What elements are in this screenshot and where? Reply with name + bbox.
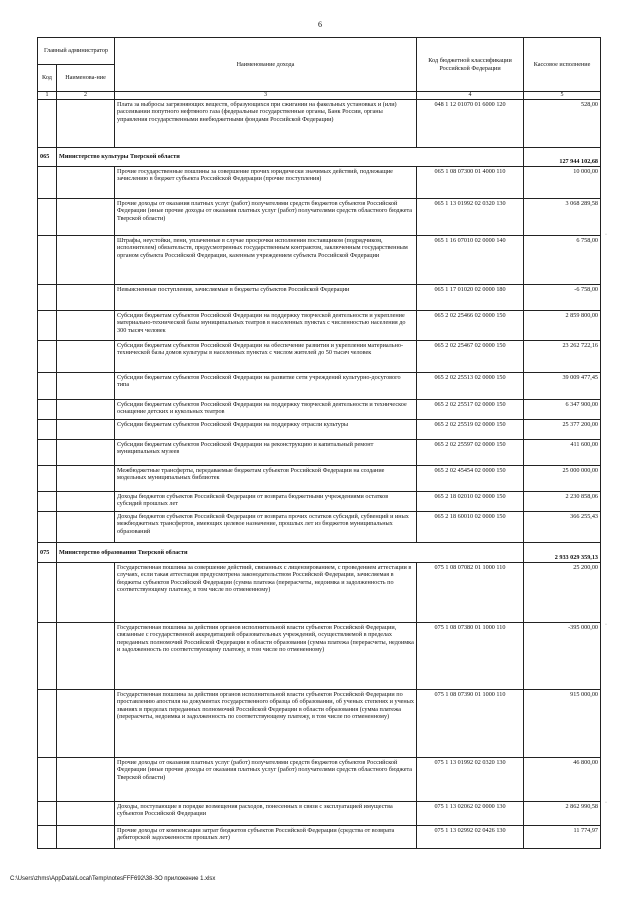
header-admin-group: Главный администратор: [38, 38, 115, 65]
margin-mark: ·: [605, 622, 607, 628]
table-row: [38, 758, 601, 802]
admin-name-cell: [57, 285, 115, 311]
income-name-cell: Невыясненные поступления, зачисляемые в бюджеты субъектов Российской Федерации: [115, 285, 417, 311]
header-budget-code: Код бюджетной классификации Российской Федерации: [417, 38, 524, 92]
header-income-name: Наименование дохода: [115, 38, 417, 92]
amount-cell: 6 758,00: [524, 236, 601, 285]
table-row: [38, 512, 601, 543]
admin-name-cell: [57, 167, 115, 199]
admin-name-cell: [57, 690, 115, 758]
budget-code-cell: 065 2 02 25519 02 0000 150: [417, 420, 524, 440]
table-row: [38, 199, 601, 236]
budget-code-cell: 075 1 08 07082 01 1000 110: [417, 563, 524, 623]
amount-cell: 2 859 800,00: [524, 311, 601, 341]
amount-cell: 11 774,97: [524, 826, 601, 849]
admin-name-cell: [57, 373, 115, 400]
budget-code-cell: 065 1 17 01020 02 0000 180: [417, 285, 524, 311]
amount-cell: 3 068 289,58: [524, 199, 601, 236]
amount-cell: 2 862 990,58: [524, 802, 601, 826]
budget-code-cell: 075 1 13 02992 02 0426 130: [417, 826, 524, 849]
admin-name-cell: [57, 100, 115, 148]
admin-name-cell: [57, 420, 115, 440]
admin-code-cell: [38, 311, 57, 341]
amount-cell: 528,00: [524, 100, 601, 148]
amount-cell: 25 000 000,00: [524, 466, 601, 492]
income-name-cell: Межбюджетные трансферты, передаваемые бюджетам субъектов Российской Федерации на создание модельных муниципальных библиотек: [115, 466, 417, 492]
income-name-cell: Прочие доходы от оказания платных услуг (работ) получателями средств бюджетов субъектов Российской Федерации (иные прочие доходы от оказания платных услуг (работ) получателями средств областного бюджета Тверской области): [115, 199, 417, 236]
admin-code-cell: [38, 826, 57, 849]
income-name-cell: Прочие доходы от компенсации затрат бюджетов субъектов Российской Федерации (средства от возврата дебиторской задолженности прошлых лет): [115, 826, 417, 849]
header-admin-name: Наименова-ние: [57, 65, 115, 92]
budget-code-cell: 075 1 13 01992 02 0320 130: [417, 758, 524, 802]
table-row: [38, 563, 601, 623]
admin-code-cell: [38, 420, 57, 440]
budget-code-cell: 075 1 13 02062 02 0000 130: [417, 802, 524, 826]
income-name-cell: Плата за выбросы загрязняющих веществ, образующихся при сжигании на факельных установках и (или) рассеивании попутного нефтяного газа (федеральные государственные органы, Банк России, органы управления государственными внебюджетными фондами Российской Федерации): [115, 100, 417, 148]
section-amount: 2 933 029 359,13: [524, 543, 601, 563]
income-name-cell: Субсидии бюджетам субъектов Российской Федерации на реконструкцию и капитальный ремонт муниципальных музеев: [115, 440, 417, 466]
admin-name-cell: [57, 440, 115, 466]
budget-code-cell: 065 2 02 25513 02 0000 150: [417, 373, 524, 400]
admin-code-cell: [38, 400, 57, 420]
income-name-cell: Доходы бюджетов субъектов Российской Федерации от возврата прочих остатков субсидий, субвенций и иных межбюджетных трансфертов, имеющих целевое назначение, прошлых лет из бюджетов муниципальных образований: [115, 512, 417, 543]
table-row: [38, 623, 601, 690]
income-name-cell: Государственная пошлина за действия органов исполнительной власти субъектов Российской Федерации, связанные с государственной аккредитацией образовательных учреждений, осуществляемой в пределах переданных полномочий Российской Федерации в области образования (сумма платежа (перерасчеты, недоимка и задолженность по соответствующему платежу, в том числе по отмененному): [115, 623, 417, 690]
budget-code-cell: 075 1 08 07390 01 1000 110: [417, 690, 524, 758]
budget-code-cell: 065 1 08 07300 01 4000 110: [417, 167, 524, 199]
amount-cell: 25 377 200,00: [524, 420, 601, 440]
table-row: [38, 440, 601, 466]
file-path-footer: C:\Users\zhms\AppData\Local\Temp\notesFFF692\38-ЗО приложение 1.xlsx: [10, 876, 216, 882]
budget-code-cell: 065 2 02 25467 02 0000 150: [417, 341, 524, 373]
admin-code-cell: [38, 563, 57, 623]
column-number: 1: [38, 92, 57, 100]
budget-code-cell: 048 1 12 01070 01 6000 120: [417, 100, 524, 148]
table-row: [38, 690, 601, 758]
amount-cell: 915 000,00: [524, 690, 601, 758]
income-name-cell: Государственная пошлина за действия органов исполнительной власти субъектов Российской Федерации по проставлению апостиля на документах государственного образца об образовании, об ученых степенях и ученых званиях в пределах переданных полномочий Российской Федерации в области образования (сумма платежа (перерасчеты, недоимка и задолженность по соответствующему платежу, в том числе по отмененному): [115, 690, 417, 758]
margin-mark: ·: [605, 232, 607, 238]
admin-name-cell: [57, 466, 115, 492]
admin-code-cell: [38, 236, 57, 285]
budget-code-cell: 065 2 18 02010 02 0000 150: [417, 492, 524, 512]
admin-name-cell: [57, 758, 115, 802]
admin-code-cell: [38, 100, 57, 148]
admin-code-cell: [38, 199, 57, 236]
amount-cell: 46 800,00: [524, 758, 601, 802]
admin-name-cell: [57, 341, 115, 373]
column-number: 4: [417, 92, 524, 100]
budget-code-cell: 075 1 08 07380 01 1000 110: [417, 623, 524, 690]
admin-name-cell: [57, 826, 115, 849]
table-row: [38, 400, 601, 420]
margin-mark: ·: [605, 800, 607, 806]
admin-code-cell: [38, 512, 57, 543]
table-row: [38, 100, 601, 148]
admin-code-cell: [38, 802, 57, 826]
admin-name-cell: [57, 311, 115, 341]
admin-code-cell: [38, 623, 57, 690]
amount-cell: -6 758,00: [524, 285, 601, 311]
budget-code-cell: 065 1 16 07010 02 0000 140: [417, 236, 524, 285]
section-code: 075: [38, 543, 57, 563]
table-row: [38, 285, 601, 311]
section-row: [38, 543, 601, 563]
admin-name-cell: [57, 563, 115, 623]
income-name-cell: Государственная пошлина за совершение действий, связанных с лицензированием, с проведением аттестации в случаях, если такая аттестация предусмотрена законодательством Российской Федерации, зачисляемая в бюджеты субъектов Российской Федерации (сумма платежа (перерасчеты, недоимка и задолженность по соответствующему платежу, в том числе по отмененному): [115, 563, 417, 623]
amount-cell: 39 009 477,45: [524, 373, 601, 400]
table-row: [38, 167, 601, 199]
amount-cell: 25 200,00: [524, 563, 601, 623]
admin-code-cell: [38, 466, 57, 492]
amount-cell: 366 255,43: [524, 512, 601, 543]
amount-cell: -395 000,00: [524, 623, 601, 690]
admin-code-cell: [38, 167, 57, 199]
budget-code-cell: 065 1 13 01992 02 0320 130: [417, 199, 524, 236]
budget-code-cell: 065 2 02 25466 02 0000 150: [417, 311, 524, 341]
income-name-cell: Субсидии бюджетам субъектов Российской Федерации на поддержку творческой деятельности и техническое оснащение детских и кукольных театров: [115, 400, 417, 420]
amount-cell: 10 000,00: [524, 167, 601, 199]
admin-code-cell: [38, 690, 57, 758]
page-number: 6: [318, 20, 322, 29]
table-row: [38, 311, 601, 341]
amount-cell: 2 230 858,06: [524, 492, 601, 512]
income-name-cell: Субсидии бюджетам субъектов Российской Федерации на поддержку творческой деятельности и укрепление материально-технической базы муниципальных театров в населенных пунктах с численностью населения до 300 тысяч человек: [115, 311, 417, 341]
budget-code-cell: 065 2 02 45454 02 0000 150: [417, 466, 524, 492]
revenue-table: [37, 37, 601, 849]
table-row: [38, 373, 601, 400]
admin-code-cell: [38, 440, 57, 466]
table-row: [38, 420, 601, 440]
admin-name-cell: [57, 492, 115, 512]
section-name: Министерство культуры Тверской области: [57, 148, 524, 167]
column-number: 5: [524, 92, 601, 100]
admin-name-cell: [57, 802, 115, 826]
admin-code-cell: [38, 285, 57, 311]
table-row: [38, 466, 601, 492]
income-name-cell: Субсидии бюджетам субъектов Российской Федерации на поддержку отрасли культуры: [115, 420, 417, 440]
header-cash: Кассовое исполнение: [524, 38, 601, 92]
table-row: [38, 492, 601, 512]
table-row: [38, 341, 601, 373]
admin-name-cell: [57, 400, 115, 420]
income-name-cell: Субсидии бюджетам субъектов Российской Федерации на обеспечение развития и укрепления материально-технической базы домов культуры в населенных пунктах с числом жителей до 50 тысяч человек: [115, 341, 417, 373]
admin-name-cell: [57, 512, 115, 543]
admin-code-cell: [38, 758, 57, 802]
section-row: [38, 148, 601, 167]
income-name-cell: Доходы бюджетов субъектов Российской Федерации от возврата бюджетными учреждениями остатков субсидий прошлых лет: [115, 492, 417, 512]
budget-code-cell: 065 2 02 25597 02 0000 150: [417, 440, 524, 466]
amount-cell: 23 262 722,16: [524, 341, 601, 373]
header-admin-code: Код: [38, 65, 57, 92]
table-row: [38, 826, 601, 849]
amount-cell: 6 347 900,00: [524, 400, 601, 420]
income-name-cell: Штрафы, неустойки, пени, уплаченные в случае просрочки исполнения поставщиком (подрядчиком, исполнителем) обязательств, предусмотренных государственным контрактом, заключенным государственным органом субъекта Российской Федерации, казенным учреждением субъекта Российской Федерации: [115, 236, 417, 285]
admin-name-cell: [57, 623, 115, 690]
admin-code-cell: [38, 341, 57, 373]
column-number: 3: [115, 92, 417, 100]
section-name: Министерство образования Тверской области: [57, 543, 524, 563]
budget-code-cell: 065 2 02 25517 02 0000 150: [417, 400, 524, 420]
income-name-cell: Прочие государственные пошлины за совершение прочих юридически значимых действий, подлежащие зачислению в бюджет субъекта Российской Федерации (прочие поступления): [115, 167, 417, 199]
admin-code-cell: [38, 492, 57, 512]
admin-name-cell: [57, 199, 115, 236]
table-header: [38, 38, 601, 100]
table-row: [38, 236, 601, 285]
income-name-cell: Доходы, поступающие в порядке возмещения расходов, понесенных в связи с эксплуатацией имущества субъектов Российской Федерации: [115, 802, 417, 826]
table-body: [38, 100, 601, 849]
section-amount: 127 944 102,68: [524, 148, 601, 167]
income-name-cell: Прочие доходы от оказания платных услуг (работ) получателями средств бюджетов субъектов Российской Федерации (иные прочие доходы от оказания платных услуг (работ) получателями средств областного бюджета Тверской области): [115, 758, 417, 802]
income-name-cell: Субсидии бюджетам субъектов Российской Федерации на развитие сети учреждений культурно-досугового типа: [115, 373, 417, 400]
admin-name-cell: [57, 236, 115, 285]
admin-code-cell: [38, 373, 57, 400]
amount-cell: 411 600,00: [524, 440, 601, 466]
section-code: 065: [38, 148, 57, 167]
budget-code-cell: 065 2 18 60010 02 0000 150: [417, 512, 524, 543]
column-number: 2: [57, 92, 115, 100]
table-row: [38, 802, 601, 826]
